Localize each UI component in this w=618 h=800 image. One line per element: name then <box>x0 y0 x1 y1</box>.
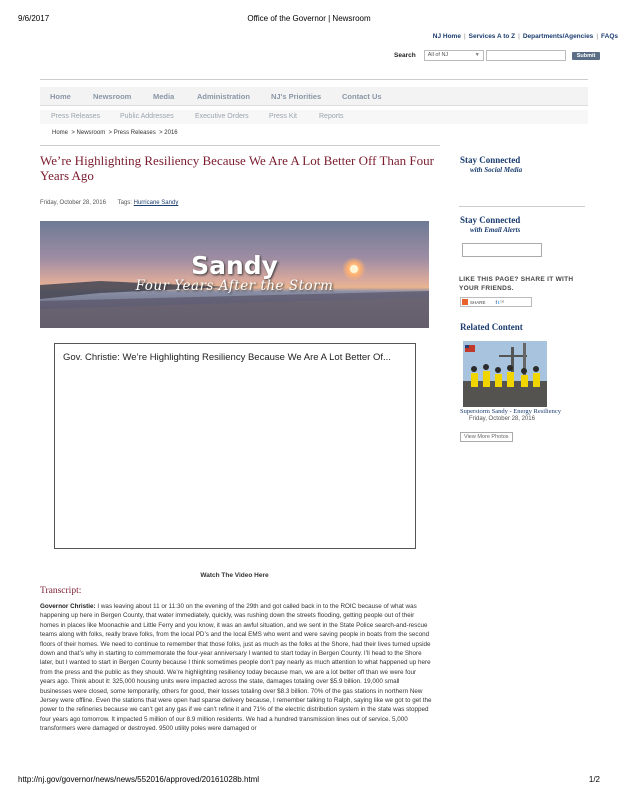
breadcrumb: Home > Newsroom > Press Releases > 2016 <box>52 130 178 136</box>
facebook-icon[interactable]: f <box>495 299 498 305</box>
social-media-link[interactable]: with Social Media <box>470 166 523 174</box>
sub-nav <box>40 110 588 124</box>
nav-home[interactable]: Home <box>50 92 71 101</box>
subnav-press-releases[interactable]: Press Releases <box>51 113 101 120</box>
page-title: We’re Highlighting Resiliency Because We Are A Lot Better Off Than Four Years Ago <box>40 153 434 183</box>
video-title[interactable]: Gov. Christie: We’re Highlighting Resiliency Because We Are A Lot Better Of... <box>63 352 391 363</box>
tags-label: Tags: <box>117 200 132 206</box>
print-title: Office of the Governor | Newsroom <box>247 14 371 23</box>
article-date: Friday, October 28, 2016 <box>40 200 106 206</box>
tag-link[interactable]: Hurricane Sandy <box>133 200 179 206</box>
header-divider <box>40 79 588 80</box>
chevron-down-icon: ▼ <box>474 52 480 58</box>
share-prompt: LIKE THIS PAGE? SHARE IT WITH YOUR FRIENDS. <box>459 276 574 292</box>
hero-subtitle: Four Years After the Storm <box>135 278 334 294</box>
share-label: SHARE <box>470 299 486 305</box>
transcript-body <box>40 602 432 734</box>
subnav-public-addresses[interactable]: Public Addresses <box>120 113 174 120</box>
breadcrumb-2016[interactable]: 2016 <box>164 130 178 136</box>
email-alerts-link[interactable]: with Email Alerts <box>470 226 521 234</box>
subnav-executive-orders[interactable]: Executive Orders <box>195 113 249 120</box>
subnav-reports[interactable]: Reports <box>319 113 344 120</box>
nav-njs-priorities[interactable]: NJ's Priorities <box>271 92 322 101</box>
utility-links: NJ Home | Services A to Z | Departments/Agencies | FAQs <box>432 33 618 40</box>
nav-newsroom[interactable]: Newsroom <box>93 92 132 101</box>
twitter-icon[interactable]: t <box>498 299 500 305</box>
article-meta <box>40 200 178 206</box>
view-more-photos-button[interactable]: View More Photos <box>460 432 513 442</box>
share-icon <box>462 299 468 305</box>
hero-image <box>40 221 429 328</box>
search-label: Search <box>394 52 416 59</box>
breadcrumb-home[interactable]: Home <box>52 130 69 136</box>
breadcrumb-newsroom[interactable]: Newsroom <box>76 130 106 136</box>
transcript-heading: Transcript: <box>40 586 82 596</box>
related-date: Friday, October 28, 2016 <box>469 416 535 422</box>
sidebar-divider <box>459 206 585 207</box>
related-photo[interactable] <box>463 341 547 407</box>
email-input[interactable] <box>462 243 542 257</box>
nav-administration[interactable]: Administration <box>197 92 250 101</box>
main-nav <box>40 87 588 106</box>
search-submit-button[interactable]: Submit <box>572 52 601 60</box>
nav-contact-us[interactable]: Contact Us <box>342 92 382 101</box>
video-player[interactable] <box>54 343 416 549</box>
print-page-number: 1/2 <box>588 775 600 784</box>
print-date: 9/6/2017 <box>18 14 50 23</box>
speaker-name: Governor Christie: <box>40 603 96 610</box>
share-button[interactable] <box>460 297 532 307</box>
hero-title: Sandy <box>191 251 278 280</box>
stay-connected-heading: Stay Connected <box>460 155 521 165</box>
breadcrumb-press-releases[interactable]: Press Releases <box>113 130 156 136</box>
link-departments-agencies[interactable]: Departments/Agencies <box>522 33 594 40</box>
link-nj-home[interactable]: NJ Home <box>432 33 461 40</box>
transcript-text: I was leaving about 11 or 11:30 on the evening of the 29th and got called back in to the ROIC because of what was happening up here in Bergen County, that water immediately, quickly, was rushing down the streets flooding, getting people out of their homes in places like Moonachie and Little Ferry and you know, it was an awful situation, and we sent in the State Police search-and-rescue teams along with folks, really brave folks, from the local PD’s and the local EMS who went and were saving people in boats from the second floors of their homes. We need to continue to remember that those folks, just as much as the folks at the Shore, had their lives turned upside down and that’s why in starting to commemorate the four-year anniversary I wanted to start today in Bergen County. I’ll head to the Shore later, but I wanted to start in Bergen County because I think sometimes people don’t pay nearly as much attention to what happened up here from the press and the public as they should. We’re highlighting resiliency today because man, we are a lot better off than we were four years ago. Think about it: 325,000 housing units were impacted across the state, damages totaling over $5.9 billion. 19,000 small businesses were closed, some temporarily, others for good, their losses totaling over $8.3 billion. 70% of the gas stations in northern New Jersey were offline. Even the stations that were open had sparse delivery because, I remember talking to Ralph, saying like we got to get the power to the refineries because we can’t get any gas if we can’t refine it and 71% of the electric distribution system in the state was stopped four years ago tomorrow. It impacted 5 million of our 8.9 million residents. We had a hundred transmission lines out of service. 5,000 transformers were damaged or destroyed. 9500 utility poles were damaged or <box>40 603 432 733</box>
search-scope-select[interactable]: All of NJ ▼ <box>424 50 484 61</box>
watch-video-label: Watch The Video Here <box>200 572 269 579</box>
related-content-heading: Related Content <box>460 322 523 332</box>
link-services-a-to-z[interactable]: Services A to Z <box>468 33 516 40</box>
print-url: http://nj.gov/governor/news/news/552016/approved/20161028b.html <box>18 775 260 784</box>
stay-connected-email-heading: Stay Connected <box>460 215 521 225</box>
email-icon[interactable]: ✉ <box>500 299 505 304</box>
subnav-press-kit[interactable]: Press Kit <box>269 113 298 120</box>
link-faqs[interactable]: FAQs <box>601 33 618 40</box>
related-caption-link[interactable]: Superstorm Sandy - Energy Resiliency <box>460 408 561 415</box>
search-bar <box>394 50 600 61</box>
breadcrumb-divider <box>40 145 440 146</box>
search-input[interactable] <box>486 50 566 61</box>
nav-media[interactable]: Media <box>153 92 175 101</box>
